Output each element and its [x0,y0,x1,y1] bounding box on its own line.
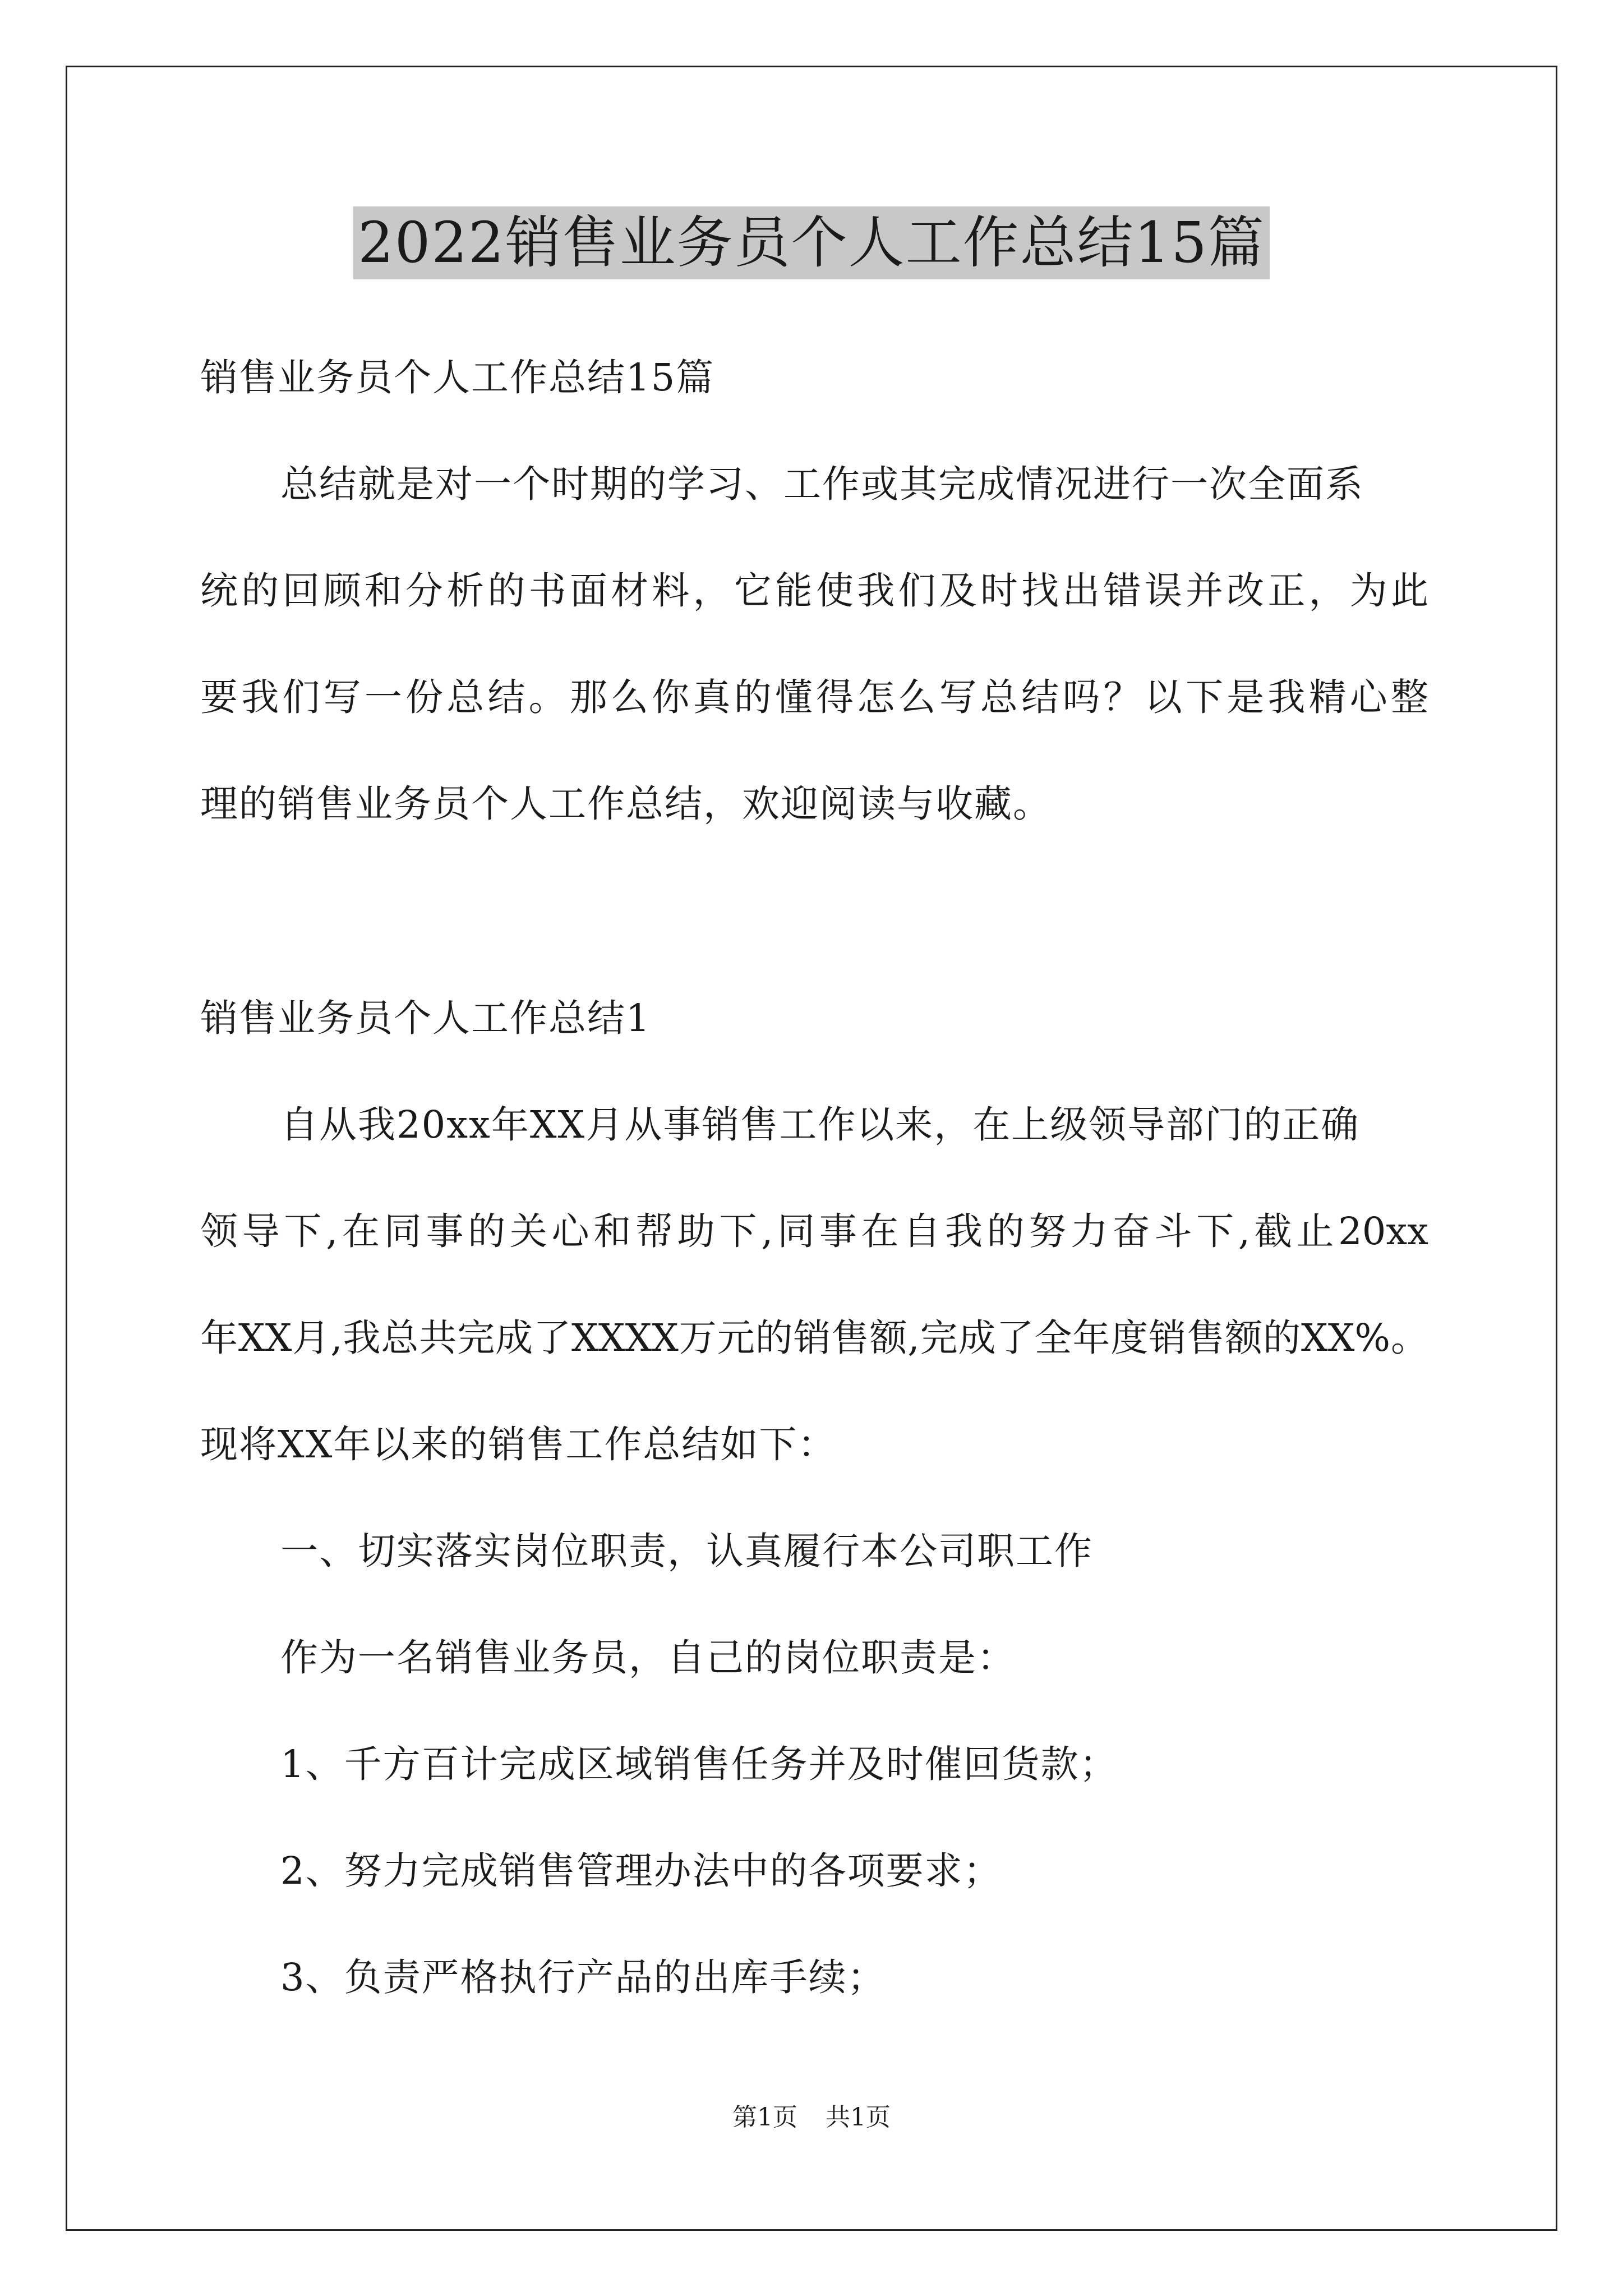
body-line: 现将XX年以来的销售工作总结如下： [200,1423,837,1466]
title-container [0,206,1623,279]
list-item: 2、努力完成销售管理办法中的各项要求； [280,1849,1002,1893]
intro-line: 总结就是对一个时期的学习、工作或其完成情况进行一次全面系 [280,462,1364,506]
body-line: 作为一名销售业务员，自己的岗位职责是： [280,1636,1016,1680]
intro-line: 要我们写一份总结。那么你真的懂得怎么写总结吗？以下是我精心整 [200,675,1428,719]
body-line: 一、切实落实岗位职责，认真履行本公司职工作 [280,1529,1093,1573]
list-item: 3、负责严格执行产品的出库手续； [280,1955,886,1999]
list-item: 1、千方百计完成区域销售任务并及时催回货款； [280,1742,1118,1786]
document-subtitle: 销售业务员个人工作总结15篇 [200,356,715,399]
body-line: 领导下,在同事的关心和帮助下,同事在自我的努力奋斗下,截止20xx [200,1209,1428,1253]
intro-line: 理的销售业务员个人工作总结，欢迎阅读与收藏。 [200,782,1052,826]
body-line: 年XX月,我总共完成了XXXX万元的销售额,完成了全年度销售额的XX%。 [200,1316,1428,1360]
page-total: 共1页 [826,2103,891,2132]
body-line: 自从我20xx年XX月从事销售工作以来，在上级领导部门的正确 [280,1103,1360,1147]
document-title: 2022销售业务员个人工作总结15篇 [353,206,1270,279]
intro-line: 统的回顾和分析的书面材料，它能使我们及时找出错误并改正，为此 [200,569,1428,613]
page-footer [0,2101,1623,2134]
page-number: 第1页 [732,2103,797,2132]
section-heading: 销售业务员个人工作总结1 [200,996,651,1040]
